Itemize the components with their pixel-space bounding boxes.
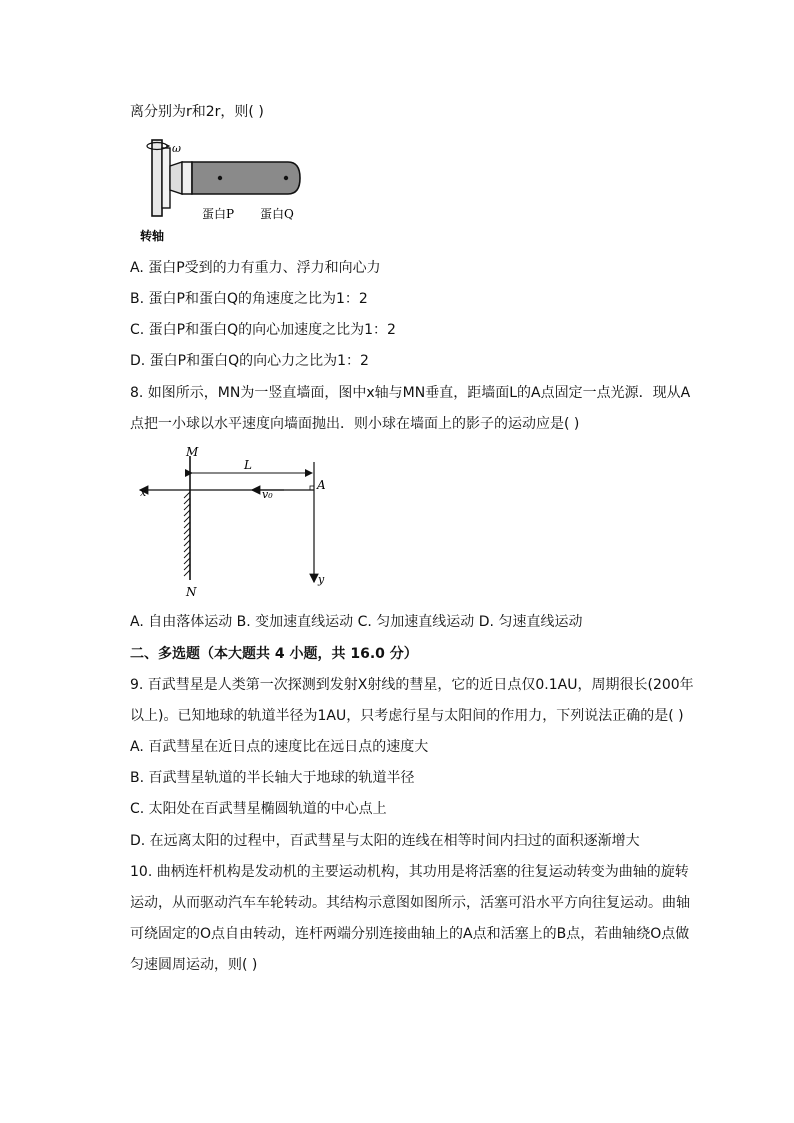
protein-p-label: 蛋白P — [202, 207, 235, 221]
option-7d: D. 蛋白P和蛋白Q的向心力之比为1：2 — [130, 353, 369, 369]
question-10-line4: 匀速圆周运动，则( ) — [130, 957, 258, 973]
section-heading-multiple-choice: 二、多选题（本大题共 4 小题，共 16.0 分） — [130, 646, 418, 662]
question-7-stem-end: 离分别为r和2r，则( ) — [130, 104, 264, 120]
question-10-line1: 10. 曲柄连杆机构是发动机的主要运动机构，其功用是将活塞的往复运动转变为曲轴的旋转 — [130, 864, 689, 880]
protein-q-dot — [284, 176, 288, 180]
question-8-line1: 8. 如图所示，MN为一竖直墙面，图中x轴与MN垂直，距墙面L的A点固定一点光源．现从A — [130, 385, 691, 401]
label-v0: v₀ — [262, 488, 273, 501]
centrifuge-figure — [138, 138, 308, 246]
protein-p-dot — [218, 176, 222, 180]
label-n: N — [186, 585, 197, 599]
question-9-line2: 以上)。已知地球的轨道半径为1AU，只考虑行星与太阳间的作用力，下列说法正确的是( ) — [130, 708, 684, 724]
label-y: y — [318, 573, 325, 586]
question-9-line1: 9. 百武彗星是人类第一次探测到发射X射线的彗星，它的近日点仅0.1AU，周期很长(200年 — [130, 677, 694, 693]
label-l: L — [244, 458, 252, 472]
option-9d: D. 在远离太阳的过程中，百武彗星与太阳的连线在相等时间内扫过的面积逐渐增大 — [130, 833, 640, 849]
option-7b: B. 蛋白P和蛋白Q的角速度之比为1：2 — [130, 291, 368, 307]
protein-q-label: 蛋白Q — [260, 207, 294, 221]
shadow-wall-figure — [134, 442, 334, 602]
label-a: A — [317, 478, 326, 492]
question-10-line2: 运动，从而驱动汽车车轮转动。其结构示意图如图所示，活塞可沿水平方向往复运动。曲轴 — [130, 895, 690, 911]
question-10-line3: 可绕固定的O点自由转动，连杆两端分别连接曲轴上的A点和活塞上的B点，若曲轴绕O点做 — [130, 926, 690, 942]
label-m: M — [186, 445, 199, 459]
option-9c: C. 太阳处在百武彗星椭圆轨道的中心点上 — [130, 801, 387, 817]
option-7a: A. 蛋白P受到的力有重力、浮力和向心力 — [130, 260, 381, 276]
omega-label: ω — [172, 142, 181, 155]
label-x: x — [140, 486, 147, 499]
axis-label: 转轴 — [140, 229, 165, 243]
option-9a: A. 百武彗星在近日点的速度比在远日点的速度大 — [130, 739, 429, 755]
option-8-row: A. 自由落体运动 B. 变加速直线运动 C. 匀加速直线运动 D. 匀速直线运动 — [130, 614, 583, 630]
question-8-line2: 点把一小球以水平速度向墙面抛出．则小球在墙面上的影子的运动应是( ) — [130, 416, 580, 432]
option-7c: C. 蛋白P和蛋白Q的向心加速度之比为1：2 — [130, 322, 396, 338]
option-9b: B. 百武彗星轨道的半长轴大于地球的轨道半径 — [130, 770, 415, 786]
